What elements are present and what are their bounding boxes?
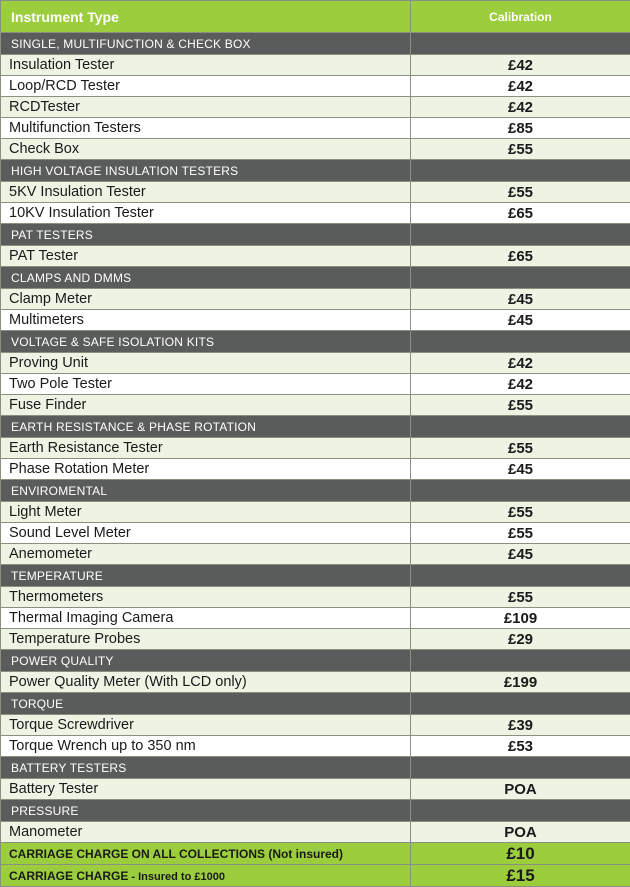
calibration-price: £42	[411, 374, 630, 395]
section-price-blank	[411, 650, 630, 672]
instrument-name: Anemometer	[1, 544, 411, 565]
calibration-price: £109	[411, 608, 630, 629]
instrument-name: Thermal Imaging Camera	[1, 608, 411, 629]
section-title: VOLTAGE & SAFE ISOLATION KITS	[1, 331, 411, 353]
carriage-price: £15	[411, 865, 630, 887]
instrument-name: Clamp Meter	[1, 289, 411, 310]
section-price-blank	[411, 800, 630, 822]
table-row	[1, 587, 630, 608]
table-row	[1, 629, 630, 650]
section-header	[1, 480, 630, 502]
instrument-name: RCDTester	[1, 97, 411, 118]
section-title: EARTH RESISTANCE & PHASE ROTATION	[1, 416, 411, 438]
section-header	[1, 757, 630, 779]
calibration-price: £45	[411, 544, 630, 565]
table-row	[1, 182, 630, 203]
table-row	[1, 395, 630, 416]
calibration-price: £42	[411, 97, 630, 118]
section-header	[1, 331, 630, 353]
instrument-name: Phase Rotation Meter	[1, 459, 411, 480]
instrument-name: Light Meter	[1, 502, 411, 523]
calibration-price: £45	[411, 310, 630, 331]
carriage-note: (Not insured)	[265, 847, 343, 861]
section-price-blank	[411, 565, 630, 587]
calibration-price: £55	[411, 139, 630, 160]
section-price-blank	[411, 267, 630, 289]
calibration-price: POA	[411, 779, 630, 800]
section-price-blank	[411, 33, 630, 55]
instrument-name: Multimeters	[1, 310, 411, 331]
table-row	[1, 118, 630, 139]
section-header	[1, 416, 630, 438]
carriage-note: - Insured to £1000	[128, 871, 225, 883]
calibration-price: £199	[411, 672, 630, 693]
instrument-name: Check Box	[1, 139, 411, 160]
calibration-price: £55	[411, 182, 630, 203]
table-row	[1, 715, 630, 736]
instrument-name: Earth Resistance Tester	[1, 438, 411, 459]
section-price-blank	[411, 224, 630, 246]
table-row	[1, 353, 630, 374]
table-row	[1, 203, 630, 224]
table-row	[1, 459, 630, 480]
calibration-price: £42	[411, 76, 630, 97]
instrument-name: Power Quality Meter (With LCD only)	[1, 672, 411, 693]
table-row	[1, 736, 630, 757]
calibration-price: £42	[411, 353, 630, 374]
section-title: BATTERY TESTERS	[1, 757, 411, 779]
table-row	[1, 523, 630, 544]
calibration-price: £85	[411, 118, 630, 139]
instrument-name: Proving Unit	[1, 353, 411, 374]
instrument-name: Torque Screwdriver	[1, 715, 411, 736]
calibration-price: £55	[411, 438, 630, 459]
table-row	[1, 502, 630, 523]
table-row	[1, 97, 630, 118]
section-header	[1, 33, 630, 55]
carriage-charge-row	[1, 843, 630, 865]
table-row	[1, 822, 630, 843]
calibration-price: £45	[411, 289, 630, 310]
table-row	[1, 672, 630, 693]
instrument-name: Manometer	[1, 822, 411, 843]
calibration-price: £45	[411, 459, 630, 480]
table-row	[1, 438, 630, 459]
instrument-name: Thermometers	[1, 587, 411, 608]
section-title: HIGH VOLTAGE INSULATION TESTERS	[1, 160, 411, 182]
calibration-price: £53	[411, 736, 630, 757]
carriage-price: £10	[411, 843, 630, 865]
section-title: PAT TESTERS	[1, 224, 411, 246]
table-row	[1, 246, 630, 267]
section-header	[1, 160, 630, 182]
header-instrument-type: Instrument Type	[1, 1, 411, 33]
table-header	[1, 1, 630, 33]
carriage-charge-row	[1, 865, 630, 887]
section-price-blank	[411, 160, 630, 182]
calibration-price: £29	[411, 629, 630, 650]
instrument-name: Battery Tester	[1, 779, 411, 800]
section-price-blank	[411, 693, 630, 715]
carriage-label	[1, 843, 411, 865]
section-title: POWER QUALITY	[1, 650, 411, 672]
section-title: ENVIROMENTAL	[1, 480, 411, 502]
calibration-price: £55	[411, 395, 630, 416]
table-row	[1, 374, 630, 395]
instrument-name: Multifunction Testers	[1, 118, 411, 139]
calibration-price: £42	[411, 55, 630, 76]
table-row	[1, 139, 630, 160]
section-price-blank	[411, 480, 630, 502]
calibration-price: £65	[411, 203, 630, 224]
calibration-price: £39	[411, 715, 630, 736]
table-row	[1, 76, 630, 97]
section-title: PRESSURE	[1, 800, 411, 822]
carriage-label	[1, 865, 411, 887]
carriage-label-text: CARRIAGE CHARGE ON ALL COLLECTIONS	[9, 847, 265, 861]
section-title: SINGLE, MULTIFUNCTION & CHECK BOX	[1, 33, 411, 55]
instrument-name: Insulation Tester	[1, 55, 411, 76]
calibration-price: £55	[411, 523, 630, 544]
calibration-price: £55	[411, 587, 630, 608]
section-header	[1, 800, 630, 822]
instrument-name: Two Pole Tester	[1, 374, 411, 395]
instrument-name: Loop/RCD Tester	[1, 76, 411, 97]
calibration-price: £65	[411, 246, 630, 267]
instrument-name: Sound Level Meter	[1, 523, 411, 544]
section-title: CLAMPS AND DMMS	[1, 267, 411, 289]
section-price-blank	[411, 757, 630, 779]
calibration-price: £55	[411, 502, 630, 523]
instrument-name: 10KV Insulation Tester	[1, 203, 411, 224]
section-price-blank	[411, 416, 630, 438]
section-title: TEMPERATURE	[1, 565, 411, 587]
instrument-name: Temperature Probes	[1, 629, 411, 650]
instrument-name: Torque Wrench up to 350 nm	[1, 736, 411, 757]
carriage-label-text: CARRIAGE CHARGE	[9, 869, 128, 883]
section-header	[1, 650, 630, 672]
instrument-name: PAT Tester	[1, 246, 411, 267]
calibration-price: POA	[411, 822, 630, 843]
table-row	[1, 779, 630, 800]
table-row	[1, 310, 630, 331]
section-title: TORQUE	[1, 693, 411, 715]
instrument-name: Fuse Finder	[1, 395, 411, 416]
table-row	[1, 544, 630, 565]
header-calibration: Calibration	[411, 1, 630, 33]
table-row	[1, 289, 630, 310]
section-price-blank	[411, 331, 630, 353]
table-row	[1, 55, 630, 76]
section-header	[1, 267, 630, 289]
section-header	[1, 693, 630, 715]
table-row	[1, 608, 630, 629]
section-header	[1, 565, 630, 587]
instrument-name: 5KV Insulation Tester	[1, 182, 411, 203]
section-header	[1, 224, 630, 246]
